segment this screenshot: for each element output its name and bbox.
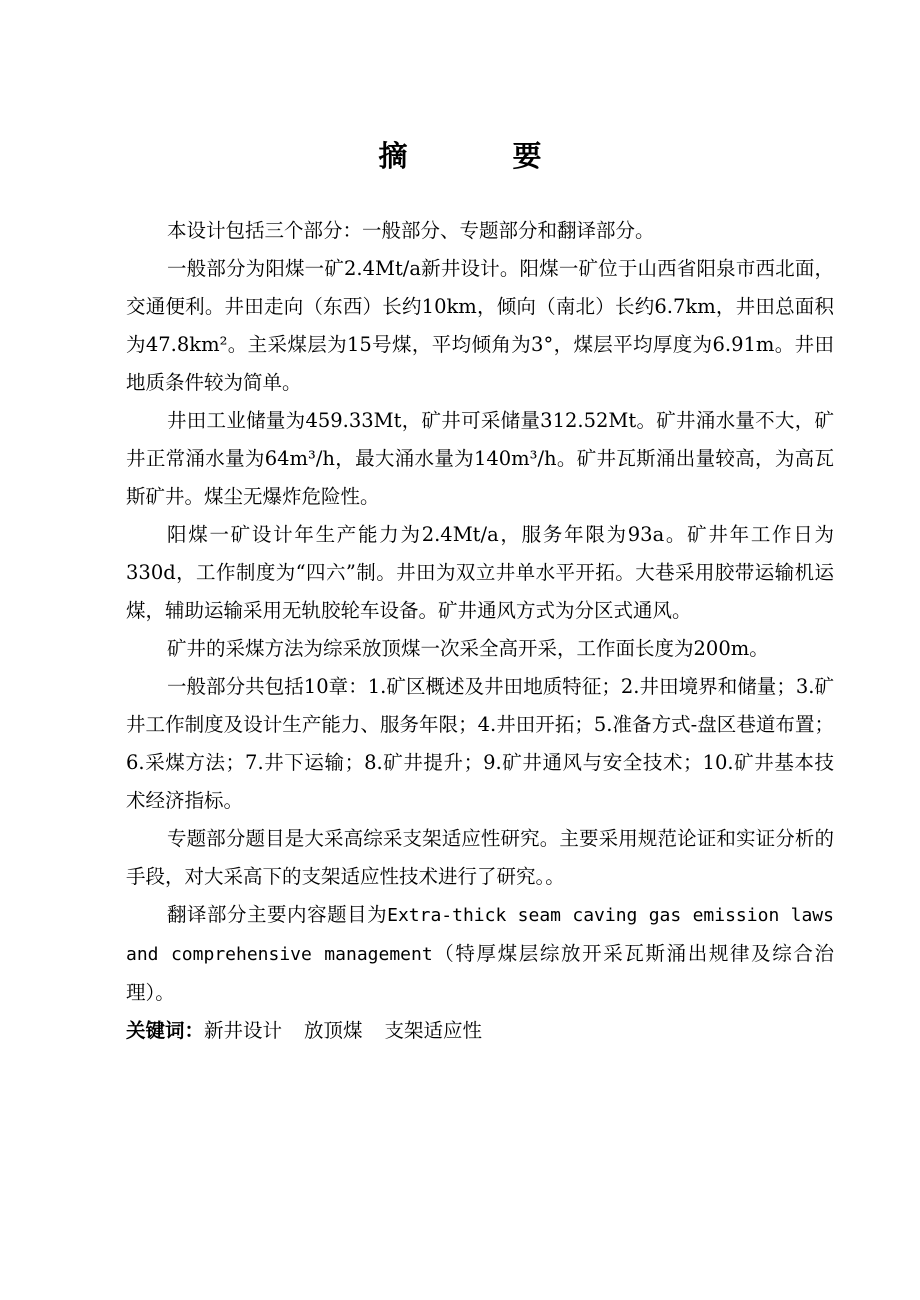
- page-title: 摘 要: [378, 139, 580, 173]
- translation-english-title: Extra-thick seam caving gas emission laws and comprehensive management: [126, 905, 834, 965]
- abstract-body: [126, 212, 834, 1050]
- paragraph-general-part: 一般部分为阳煤一矿2.4Mt/a新井设计。阳煤一矿位于山西省阳泉市西北面，交通便利。井田走向（东西）长约10km，倾向（南北）长约6.7km，井田总面积为47.8km²。主采煤层为15号煤，平均倾角为3°，煤层平均厚度为6.91m。井田地质条件较为简单。: [126, 257, 834, 394]
- keyword-item: 放顶煤: [304, 1019, 363, 1042]
- translation-suffix: （特厚煤层综放开采瓦斯涌出规律及综合治理）。: [126, 942, 834, 1004]
- paragraph-reserves: 井田工业储量为459.33Mt，矿井可采储量312.52Mt。矿井涌水量不大，矿井正常涌水量为64m³/h，最大涌水量为140m³/h。矿井瓦斯涌出量较高，为高瓦斯矿井。煤尘无爆炸危险性。: [126, 409, 834, 508]
- paragraph-chapters: 一般部分共包括10章：1.矿区概述及井田地质特征；2.井田境界和储量；3.矿井工作制度及设计生产能力、服务年限；4.井田开拓；5.准备方式-盘区巷道布置；6.采煤方法；7.井下运输；8.矿井提升；9.矿井通风与安全技术；10.矿井基本技术经济指标。: [126, 675, 834, 812]
- keyword-item: 新井设计: [204, 1019, 283, 1042]
- paragraph-production: 阳煤一矿设计年生产能力为2.4Mt/a，服务年限为93a。矿井年工作日为330d，工作制度为“四六”制。井田为双立井单水平开拓。大巷采用胶带运输机运煤，辅助运输采用无轨胶轮车设备。矿井通风方式为分区式通风。: [126, 523, 834, 622]
- keyword-item: 支架适应性: [384, 1019, 483, 1042]
- paragraph-mining-method: 矿井的采煤方法为综采放顶煤一次采全高开采，工作面长度为200m。: [167, 637, 769, 660]
- paragraph-special-topic: 专题部分题目是大采高综采支架适应性研究。主要采用规范论证和实证分析的手段，对大采高下的支架适应性技术进行了研究。。: [126, 827, 834, 888]
- translation-prefix: 翻译部分主要内容题目为: [167, 903, 388, 926]
- keywords-line: [126, 1012, 834, 1050]
- keywords-label: 关键词：: [126, 1019, 205, 1042]
- paragraph-overview: 本设计包括三个部分：一般部分、专题部分和翻译部分。: [167, 219, 655, 242]
- paragraph-translation: [126, 896, 834, 1012]
